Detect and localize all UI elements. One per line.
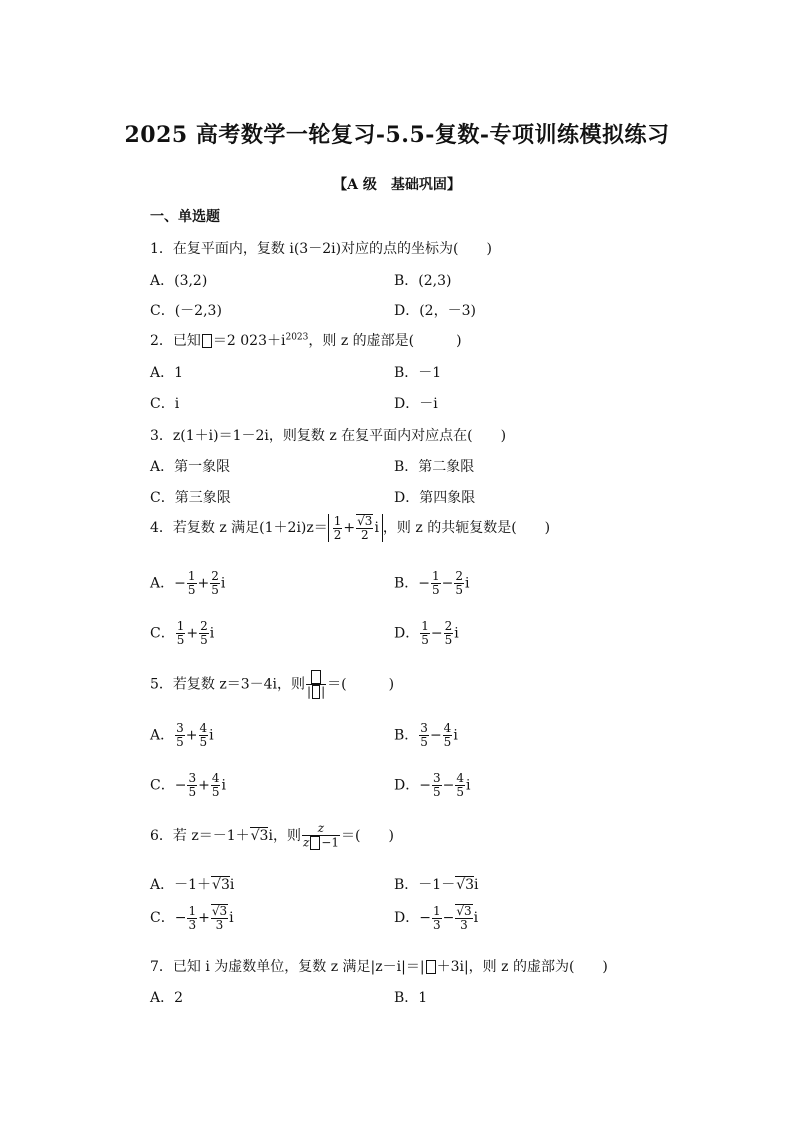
minus-sign: − (430, 625, 443, 642)
frac-den-rest: −1 (321, 835, 339, 850)
zbar-over-absz: | | (306, 670, 326, 699)
section-heading: 一、单选题 (150, 209, 220, 225)
frac-num: 3 (188, 771, 197, 785)
imag-unit: i (209, 727, 214, 744)
q1-option-b[interactable]: B．(2,3) (394, 273, 452, 289)
q5-stem-c: ＝( ) (327, 676, 395, 693)
frac-num: 4 (199, 721, 208, 735)
q5-option-c[interactable] (150, 772, 226, 799)
frac-den: 5 (443, 735, 452, 750)
frac-num: 2 (200, 619, 208, 633)
frac-den: 5 (176, 735, 184, 750)
imag-unit: i (221, 777, 226, 794)
q6-stem-b: i，则 (268, 828, 301, 845)
opt-label: A． (150, 727, 175, 744)
frac-den: 3 (432, 917, 441, 932)
question-1: 1．在复平面内，复数 i(3－2i)对应的点的坐标为( ) (150, 241, 492, 257)
frac-den: 5 (211, 785, 220, 800)
minus-sign: − (442, 777, 455, 794)
minus-sign: − (419, 777, 431, 794)
imag-unit: i (229, 877, 235, 893)
q2-option-c[interactable]: C．i (150, 396, 180, 412)
q4-option-c[interactable] (150, 620, 214, 647)
q7-option-b[interactable]: B．1 (394, 990, 428, 1006)
frac-den: 5 (199, 735, 208, 750)
frac-den: 5 (456, 785, 464, 800)
q3-option-b[interactable]: B．第二象限 (394, 459, 475, 475)
q6-stem-c: ＝( ) (340, 828, 394, 845)
minus-sign: − (174, 777, 187, 794)
frac-num: 3 (176, 721, 184, 735)
q1-option-d[interactable]: D．(2，－3) (394, 303, 476, 319)
minus-sign: − (442, 910, 455, 927)
opt-label: D． (394, 625, 420, 642)
placeholder-box (202, 334, 212, 348)
frac-den: 3 (188, 917, 197, 932)
abs-expression (328, 514, 383, 542)
opt-label: B． (394, 575, 419, 592)
imag-unit: i (465, 777, 471, 794)
minus-sign: − (418, 575, 431, 592)
frac-num: 2 (211, 569, 219, 583)
frac-num: √3 (456, 904, 472, 918)
frac-den: 5 (420, 735, 428, 750)
question-4 (150, 514, 550, 542)
z-over-zzbar-minus-1: $\frac{z}{z -1}$ (302, 821, 339, 850)
minus-sign: − (419, 910, 431, 927)
q1-option-a[interactable]: A．(3,2) (150, 273, 208, 289)
q3-option-d[interactable]: D．第四象限 (394, 490, 476, 506)
imag-unit: i (473, 910, 479, 927)
q2-stem-a: 2．已知 (150, 333, 201, 349)
frac-den: 2 (360, 528, 369, 543)
minus-sign: − (174, 575, 186, 592)
frac-num: 1 (432, 903, 441, 918)
placeholder-box (311, 670, 321, 684)
frac-num: z (302, 822, 340, 836)
q7-stem-a: 7．已知 i 为虚数单位，复数 z 满足|z－i|＝| (150, 959, 425, 975)
imag-unit: i (474, 877, 479, 893)
q5-option-d[interactable] (394, 772, 470, 799)
q3-option-a[interactable]: A．第一象限 (150, 459, 231, 475)
plus-sign: + (186, 625, 199, 642)
placeholder-box (426, 960, 436, 974)
frac-num: 4 (456, 771, 464, 785)
imag-unit: i (465, 575, 470, 592)
frac-num: 2 (455, 569, 464, 583)
frac-den: 5 (432, 583, 440, 598)
frac-num: 2 (444, 619, 453, 633)
question-6 (150, 822, 394, 850)
q6-option-a[interactable] (150, 874, 234, 894)
frac-den: 3 (215, 918, 224, 933)
q1-option-c[interactable]: C．(－2,3) (150, 303, 222, 319)
plus-sign: + (198, 910, 210, 927)
opt-label: B．－1－ (394, 877, 456, 893)
imag-unit: i (454, 625, 459, 642)
opt-label: C． (150, 625, 175, 642)
placeholder-box (312, 685, 320, 699)
frac-num: 3 (432, 771, 441, 785)
page-title: 2025 高考数学一轮复习-5.5-复数-专项训练模拟练习 (124, 122, 670, 148)
sqrt3: √3 (456, 877, 475, 893)
opt-label: C． (150, 777, 175, 794)
plus-sign: + (185, 727, 198, 744)
q5-option-a[interactable] (150, 722, 214, 749)
frac-num: 1 (432, 569, 440, 583)
opt-label: D． (394, 910, 420, 927)
q4-stem-a: 4．若复数 z 满足(1＋2i)z＝ (150, 520, 328, 537)
q5-option-b[interactable] (394, 722, 458, 749)
opt-label: D． (394, 777, 420, 794)
frac-den: 5 (200, 633, 208, 648)
frac-den: 5 (187, 583, 196, 598)
q2-option-d[interactable]: D．－i (394, 396, 438, 412)
frac-den: 2 (333, 527, 342, 542)
level-heading: 【A 级 基础巩固】 (333, 177, 461, 193)
frac-den: 5 (444, 633, 453, 648)
frac-num: 1 (188, 903, 197, 918)
q3-option-c[interactable]: C．第三象限 (150, 490, 231, 506)
frac-num: 1 (333, 513, 342, 528)
opt-label: B． (394, 727, 419, 744)
q2-option-b[interactable]: B．－1 (394, 365, 442, 381)
frac-den: 3 (460, 918, 468, 933)
frac-den: 5 (421, 633, 429, 648)
q6-option-c[interactable] (150, 904, 234, 932)
q6-option-b[interactable] (394, 874, 479, 894)
q4-stem-c: ，则 z 的共轭复数是( ) (382, 520, 551, 537)
frac-den: 5 (432, 785, 441, 800)
q4-option-d[interactable] (394, 620, 459, 647)
frac-den: 5 (455, 583, 464, 598)
plus-sign: + (343, 520, 356, 537)
frac-num: 1 (187, 569, 196, 583)
q2-option-a[interactable]: A．1 (150, 365, 184, 381)
question-5 (150, 670, 394, 699)
frac-num: √3 (357, 514, 373, 528)
q7-option-a[interactable]: A．2 (150, 990, 184, 1006)
q4-option-b[interactable] (394, 570, 470, 597)
q4-option-a[interactable] (150, 570, 225, 597)
frac-num: √3 (211, 904, 228, 918)
q6-stem-a: 6．若 z＝－1＋ (150, 828, 250, 845)
frac-num: 4 (443, 721, 452, 735)
plus-sign: + (198, 777, 210, 794)
opt-label: C． (150, 910, 175, 927)
question-3: 3．z(1＋i)＝1－2i，则复数 z 在复平面内对应点在( ) (150, 428, 507, 444)
q7-stem-b: ＋3i|，则 z 的虚部为( ) (436, 959, 608, 975)
imag-unit: i (220, 575, 226, 592)
placeholder-box (310, 836, 320, 850)
frac-num: 4 (211, 771, 220, 785)
q2-exponent: 2023 (285, 332, 309, 343)
question-2 (150, 330, 462, 350)
frac-den: 5 (176, 633, 185, 648)
minus-sign: − (174, 910, 187, 927)
frac-num: 1 (421, 619, 429, 633)
q2-stem-b: ＝2 023＋i (212, 333, 286, 349)
frac-num: 1 (176, 619, 185, 633)
minus-sign: − (441, 575, 454, 592)
imag-unit: i (453, 727, 458, 744)
minus-sign: − (429, 727, 442, 744)
plus-sign: + (197, 575, 210, 592)
question-7 (150, 956, 608, 976)
frac-den: 5 (188, 785, 197, 800)
sqrt3: √3 (250, 828, 269, 845)
frac-num: 3 (420, 721, 428, 735)
opt-label: A．－1＋ (150, 877, 212, 893)
q5-stem-a: 5．若复数 z＝3－4i，则 (150, 676, 306, 693)
imag-unit: i (229, 910, 234, 927)
frac-den: 5 (211, 583, 219, 598)
opt-label: A． (150, 575, 175, 592)
imag-unit: i (209, 625, 215, 642)
q2-stem-c: ，则 z 的虚部是( ) (308, 333, 462, 349)
imag-unit: i (374, 520, 379, 537)
q6-option-d[interactable] (394, 904, 478, 932)
sqrt3: √3 (212, 877, 230, 893)
